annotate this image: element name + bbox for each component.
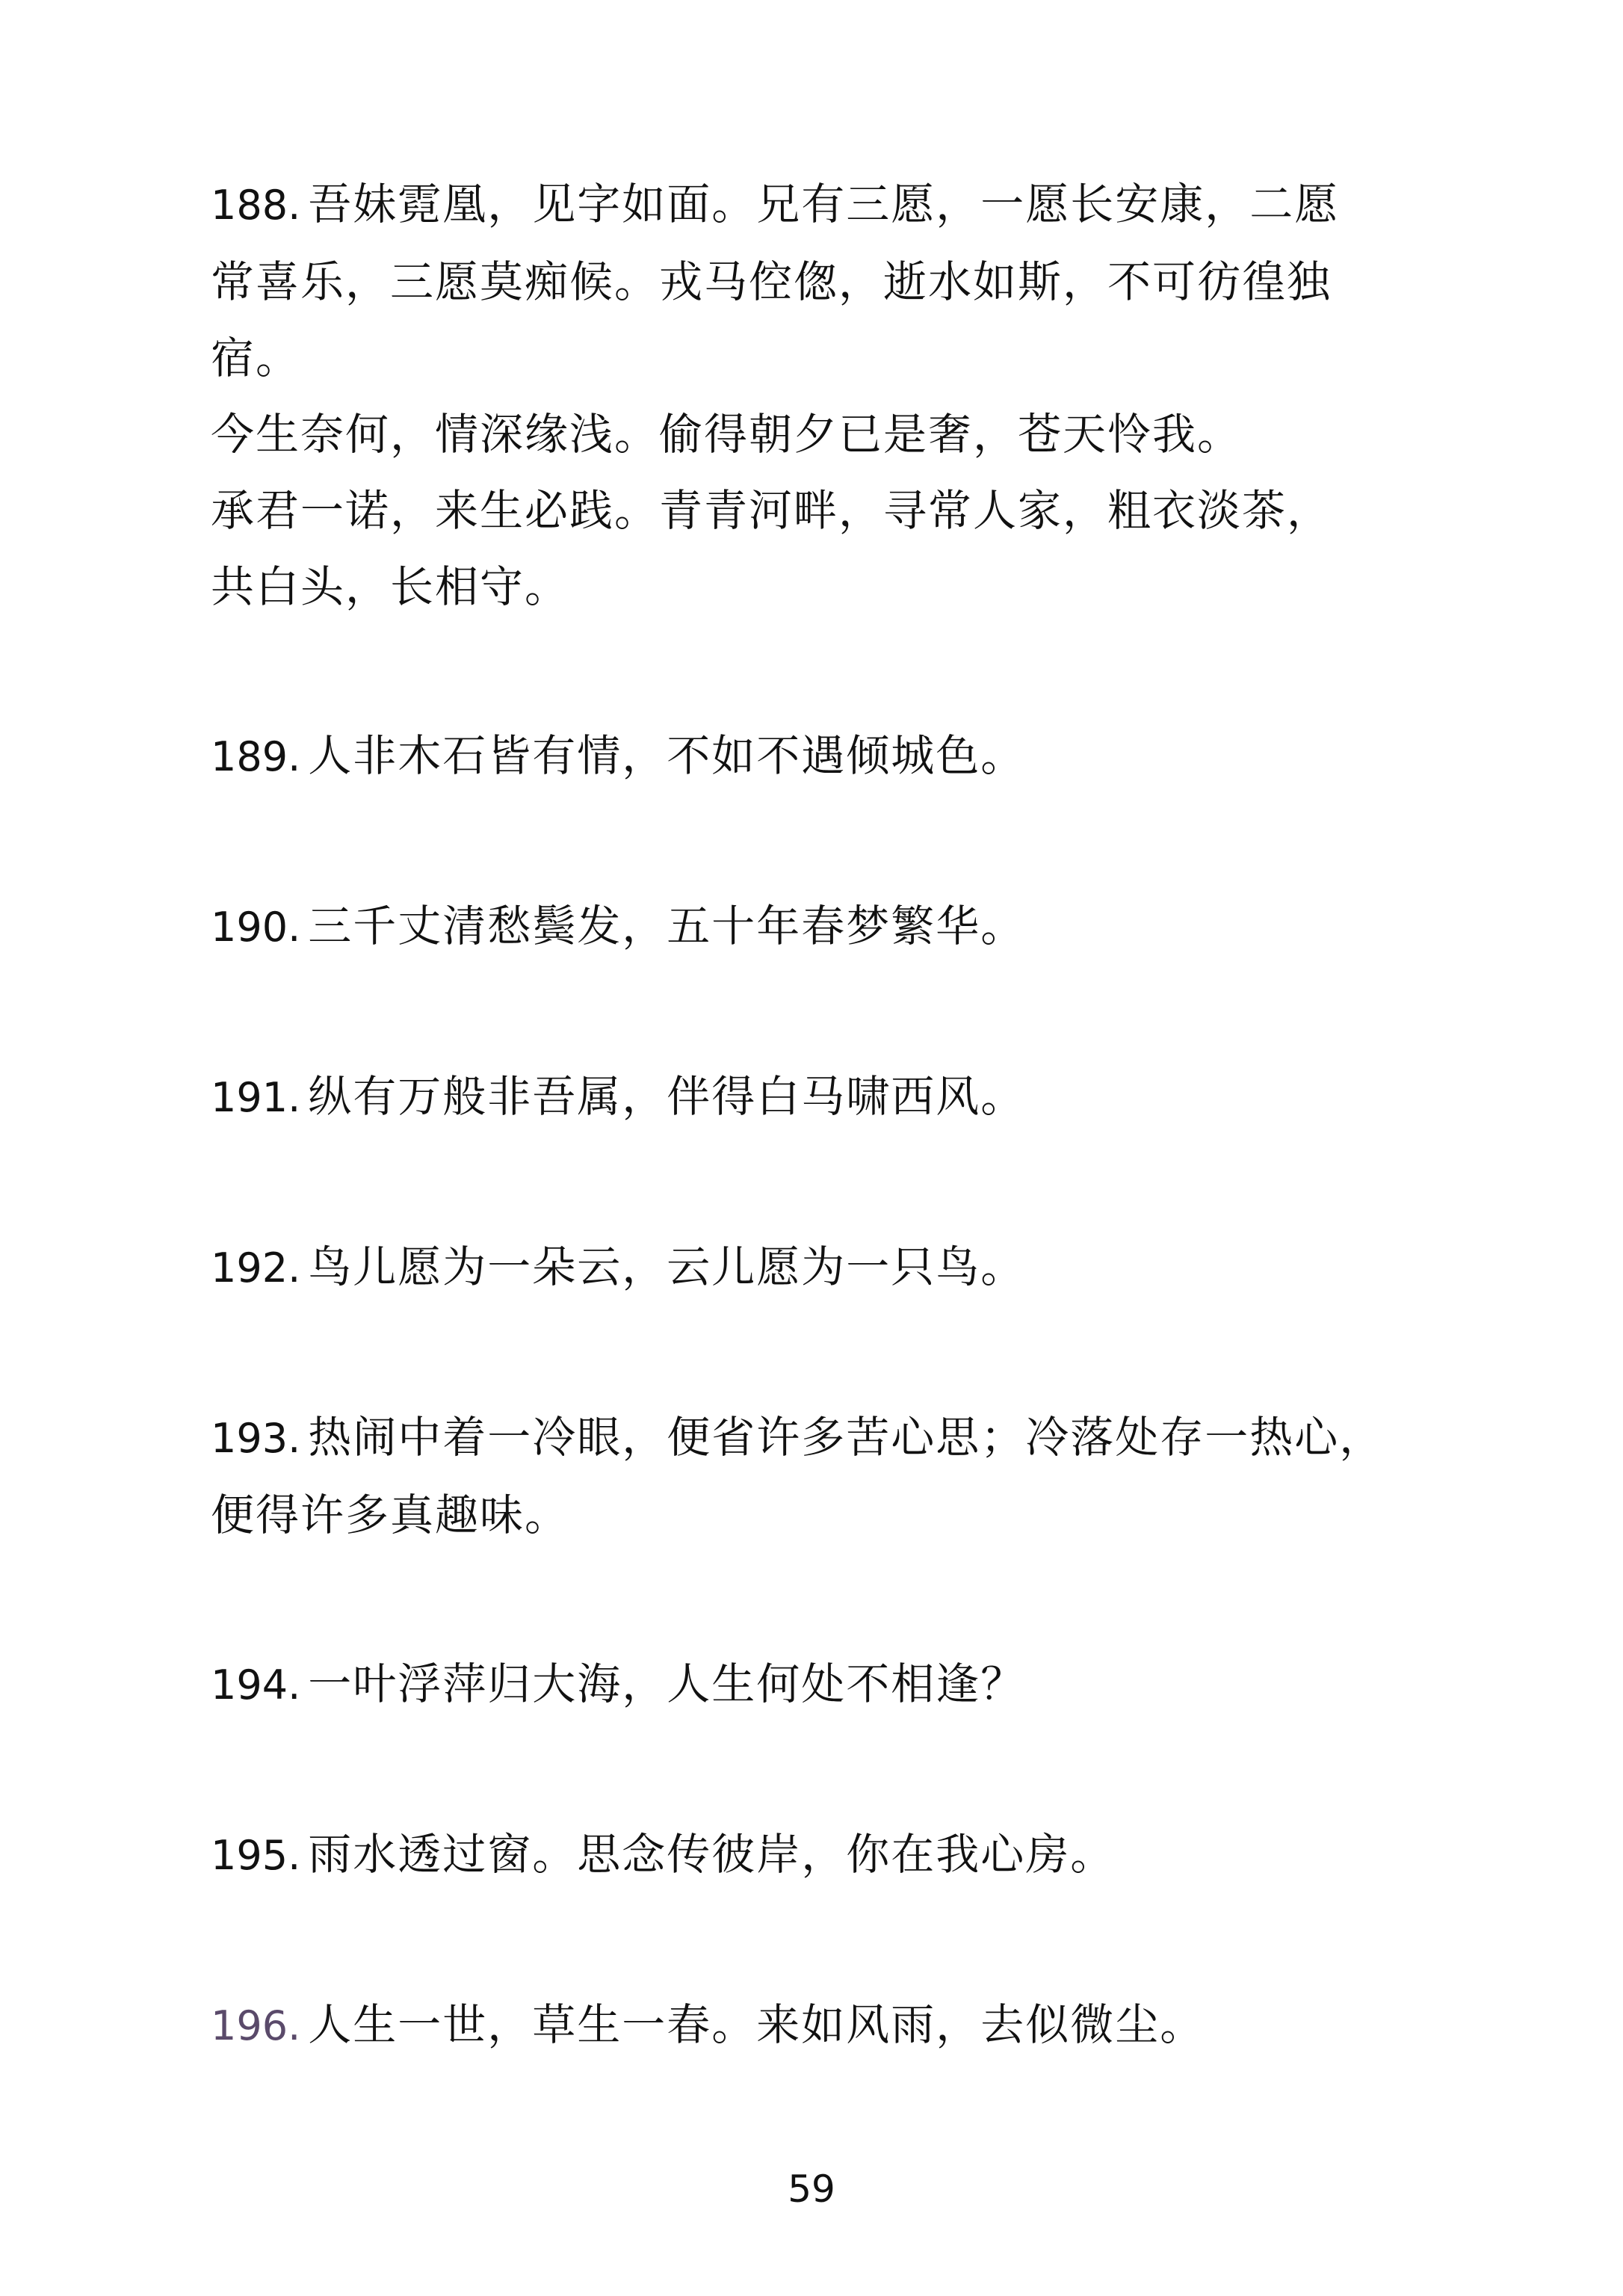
- quote-line: [211, 1229, 1481, 1306]
- quote-line: [211, 166, 1481, 244]
- quote-192: [211, 1229, 1481, 1306]
- quote-number: 190.: [211, 904, 301, 951]
- quote-line: [211, 1399, 1481, 1477]
- quote-text: 一叶浮萍归大海，人生何处不相逢？: [308, 1658, 1026, 1709]
- quote-text: 鸟儿愿为一朵云，云儿愿为一只鸟。: [308, 1241, 1026, 1292]
- spacer: [211, 1894, 1481, 1987]
- quote-188: [211, 166, 1481, 625]
- quote-line: [211, 1816, 1481, 1894]
- quote-text: 吾妹霓凰，见字如面。兄有三愿，一愿长安康，二愿: [308, 179, 1340, 229]
- quote-line: 共白头，长相守。: [211, 561, 570, 612]
- quote-number: 192.: [211, 1244, 301, 1292]
- spacer: [211, 1306, 1481, 1399]
- quote-line: 便得许多真趣味。: [211, 1490, 570, 1540]
- quote-line: 宿。: [211, 333, 301, 383]
- spacer: [211, 1723, 1481, 1816]
- quote-191: [211, 1058, 1481, 1136]
- quote-line: [211, 718, 1481, 795]
- quote-number: 196.: [211, 2002, 301, 2049]
- quote-list: [211, 166, 1481, 2064]
- quote-line: [211, 1646, 1481, 1723]
- quote-number: 194.: [211, 1661, 301, 1709]
- page-number: 59: [788, 2167, 835, 2211]
- quote-number: 188.: [211, 182, 301, 229]
- spacer: [211, 966, 1481, 1058]
- quote-196: [211, 1987, 1481, 2064]
- quote-line: [211, 888, 1481, 966]
- quote-line: 今生奈何，情深缘浅。偷得朝夕已是奢，苍天怜我。: [211, 409, 1243, 460]
- quote-number: 191.: [211, 1074, 301, 1121]
- quote-number: 195.: [211, 1832, 301, 1879]
- quote-text: 热闹中着一冷眼，便省许多苦心思；冷落处存一热心，: [308, 1412, 1385, 1463]
- spacer: [211, 1553, 1481, 1646]
- spacer: [211, 1136, 1481, 1229]
- quote-190: [211, 888, 1481, 966]
- quote-194: [211, 1646, 1481, 1723]
- quote-193: [211, 1399, 1481, 1553]
- quote-195: [211, 1816, 1481, 1894]
- quote-text: 人非木石皆有情，不如不遇倾城色。: [308, 730, 1026, 781]
- quote-line: 常喜乐，三愿莫痴候。戎马倥偬，逝水如斯，不可彷徨独: [211, 256, 1332, 307]
- quote-189: [211, 718, 1481, 795]
- spacer: [211, 795, 1481, 888]
- quote-line: [211, 1987, 1481, 2064]
- spacer: [211, 625, 1481, 718]
- quote-line: [211, 1058, 1481, 1136]
- quote-text: 雨水透过窗。思念传彼岸，你在我心房。: [308, 1829, 1116, 1880]
- quote-line: 承君一诺，来生必践。青青河畔，寻常人家，粗衣淡茶，: [211, 485, 1332, 536]
- quote-text: 三千丈清愁鬓发，五十年春梦繁华。: [308, 901, 1026, 951]
- quote-number: 193.: [211, 1415, 301, 1462]
- quote-text: 人生一世，草生一春。来如风雨，去似微尘。: [308, 1999, 1205, 2050]
- quote-number: 189.: [211, 733, 301, 780]
- quote-text: 纵有万般非吾属，伴得白马啸西风。: [308, 1071, 1026, 1122]
